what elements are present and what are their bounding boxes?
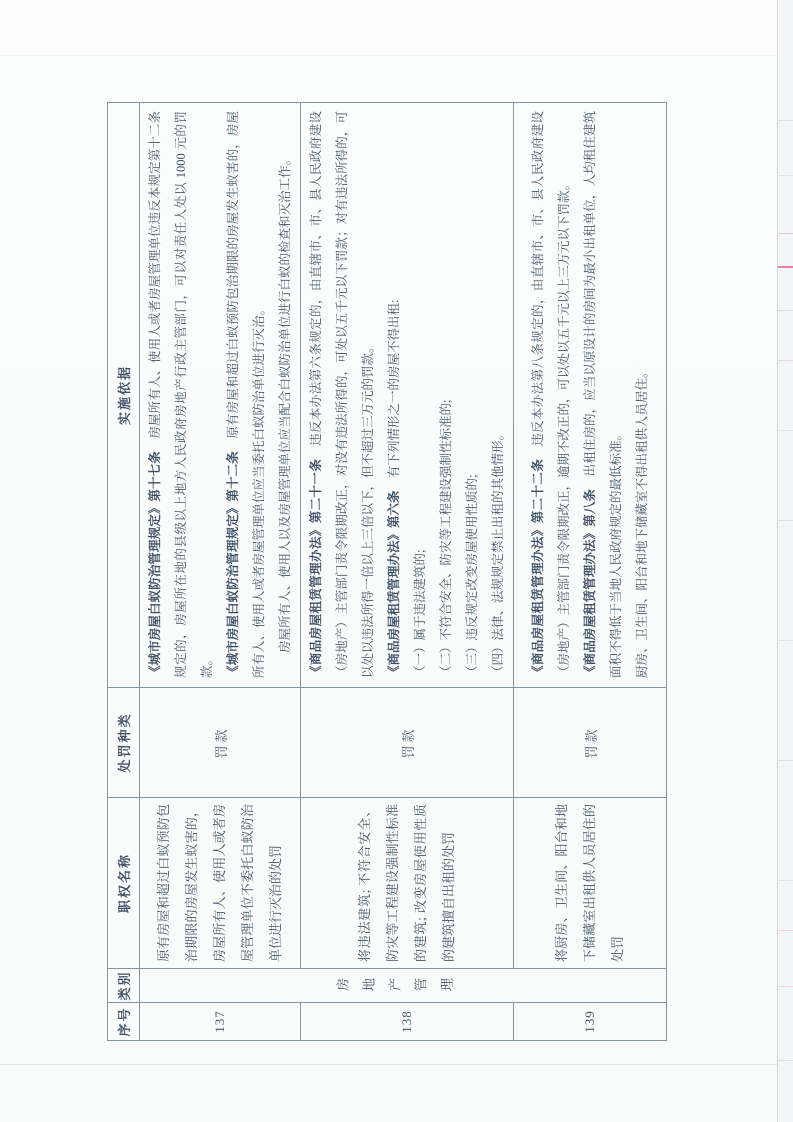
penalty-authority-table xyxy=(107,102,667,1041)
row-number: 138 xyxy=(301,1003,514,1041)
col-header-authority-name: 职权名称 xyxy=(108,798,140,969)
scan-edge-line xyxy=(778,520,793,521)
basis-paragraph: （四）法律、法规规定禁止出租的其他情形。 xyxy=(491,427,505,678)
scan-streak xyxy=(0,55,778,56)
scan-edge-line-pink xyxy=(778,266,793,268)
legal-basis-cell xyxy=(140,103,301,688)
scan-edge-line-pink xyxy=(778,233,793,234)
scan-edge-line xyxy=(778,760,793,761)
row-number: 137 xyxy=(140,1003,301,1041)
scan-edge-line-pink xyxy=(778,930,793,931)
category-label: 房地产管理 xyxy=(335,978,466,993)
basis-paragraph: 《商品房屋租赁管理办法》第二十一条 违反本办法第六条规定的，由直辖市、市、县人民政府建设（房地产）主管部门责令限期改正，对没有违法所得的，可处以五千元以下罚款；对有违法所得的，可以处以违法所得一倍以上三倍以下，但不超过三万元的罚款。 xyxy=(309,111,375,678)
basis-paragraph: 《城市房屋白蚁防治管理规定》第十二条 原有房屋和超过白蚁预防包治期限的房屋发生蚁害的，房屋所有人、使用人或者房屋管理单位应当委托白蚁防治单位进行灭治。 xyxy=(226,111,266,678)
scan-edge-line xyxy=(778,880,793,881)
basis-paragraph: 房屋所有人、使用人以及房屋管理单位应当配合白蚁防治单位进行白蚁的检查和灭治工作。 xyxy=(278,152,292,653)
authority-name-cell: 将厨房、卫生间、阳台和地下储藏室出租供人员居住的处罚 xyxy=(514,798,667,969)
col-header-category: 类别 xyxy=(108,969,140,1003)
scan-streak xyxy=(0,1064,778,1065)
basis-paragraph: 《商品房屋租赁管理办法》第二十二条 违反本办法第八条规定的，由直辖市、市、县人民政府建设（房地产）主管部门责令限期改正，逾期不改正的，可以处以五千元以上三万元以下罚款。 xyxy=(531,111,571,678)
scan-edge-line xyxy=(778,1060,793,1061)
scan-edge-line xyxy=(778,175,793,176)
col-header-legal-basis: 实施依据 xyxy=(108,103,140,688)
scan-edge-line-pink xyxy=(778,360,793,361)
rotated-table-region xyxy=(107,103,649,1041)
penalty-type-cell: 罚款 xyxy=(514,688,667,798)
authority-name-cell: 原有房屋和超过白蚁预防包治期限的房屋发生蚁害的，房屋所有人、使用人或者房屋管理单位不委托白蚁防治单位进行灭治的处罚 xyxy=(140,798,301,969)
basis-paragraph: （二）不符合安全、防灾等工程建设强制性标准的; xyxy=(439,399,453,678)
basis-paragraph: 《城市房屋白蚁防治管理规定》第十七条 房屋所有人、使用人或者房屋管理单位违反本规定第十二条规定的，房屋所在地的县级以上地方人民政府房地产行政主管部门，可以对责任人处以 1000 元的罚款。 xyxy=(148,111,214,678)
table-row-139 xyxy=(514,103,667,1041)
category-cell xyxy=(140,969,667,1003)
scan-edge-line xyxy=(778,640,793,641)
scan-edge-line xyxy=(778,120,793,121)
scan-edge-line xyxy=(778,310,793,311)
basis-paragraph: （三）违反规定改变房屋使用性质的; xyxy=(465,474,479,678)
authority-name-cell: 将违法建筑; 不符合安全、防灾等工程建设强制性标准的建筑; 改变房屋使用性质的建筑擅自出租的处罚 xyxy=(301,798,514,969)
legal-basis-cell xyxy=(301,103,514,688)
table-header-row xyxy=(108,103,140,1041)
basis-paragraph: （一）属于违法建筑的; xyxy=(413,549,427,678)
penalty-type-cell: 罚款 xyxy=(140,688,301,798)
scan-edge-line-pink xyxy=(778,986,793,987)
basis-paragraph: 《商品房屋租赁管理办法》第六条 有下列情形之一的房屋不得出租: xyxy=(387,299,401,678)
penalty-type-cell: 罚款 xyxy=(301,688,514,798)
basis-paragraph: 《商品房屋租赁管理办法》第八条 出租住房的，应当以原设计的房间为最小出租单位，人均租住建筑面积不得低于当地人民政府规定的最低标准。 xyxy=(583,111,623,678)
row-number: 139 xyxy=(514,1003,667,1041)
legal-basis-cell xyxy=(514,103,667,688)
col-header-penalty-type: 处罚种类 xyxy=(108,688,140,798)
col-header-number: 序号 xyxy=(108,1003,140,1041)
scan-edge-band xyxy=(777,0,793,1122)
table-row-138 xyxy=(301,103,514,1041)
scan-edge-line xyxy=(778,430,793,431)
basis-paragraph: 厨房、卫生间、阳台和地下储藏室不得出租供人员居住。 xyxy=(635,365,649,678)
table-row-137 xyxy=(140,103,301,1041)
